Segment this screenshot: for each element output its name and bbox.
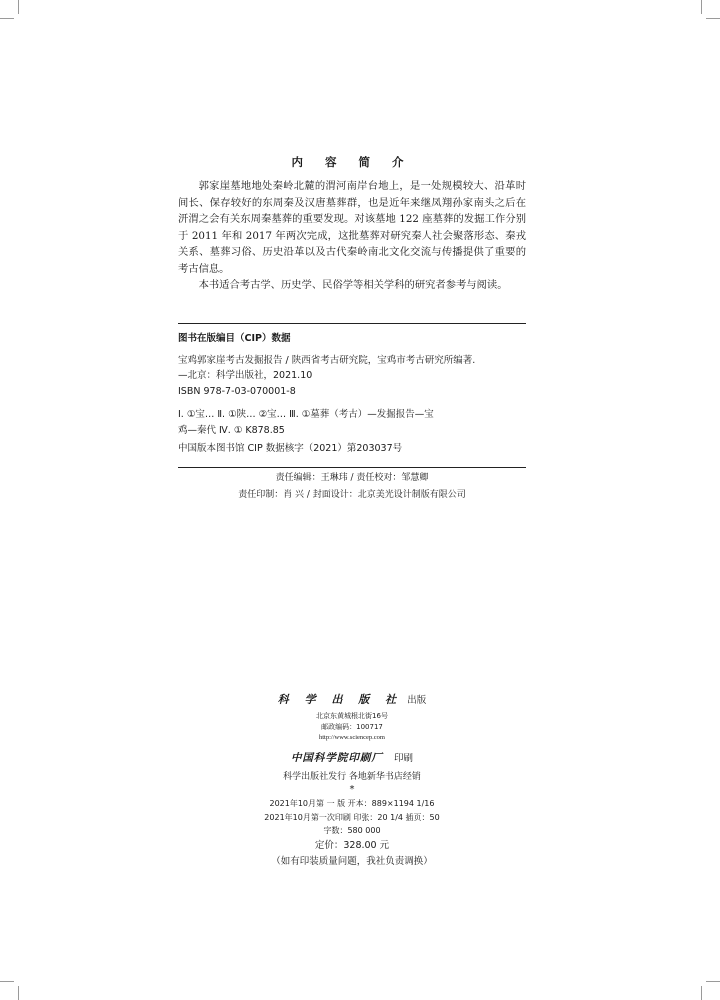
distribution-line: 科学出版社发行 各地新华书店经销: [283, 772, 421, 782]
quality-note: （如有印装质量问题，我社负责调换）: [271, 856, 433, 867]
crop-mark-bottom-right-h: [706, 981, 720, 982]
cip-isbn: ISBN 978-7-03-070001-8: [178, 385, 296, 397]
crop-mark-top-right-h: [706, 18, 720, 19]
printer-name: 中国科学院印刷厂: [290, 752, 383, 764]
cip-heading: 图书在版编目（CIP）数据: [178, 333, 291, 344]
publisher-name: 科 学 出 版 社: [277, 693, 403, 706]
crop-mark-top-left-h: [0, 18, 14, 19]
publisher-block: [178, 688, 526, 869]
cip-top-rule: [178, 323, 526, 324]
cip-classification-line-2: 鸡—秦代 Ⅳ. ① K878.85: [178, 424, 285, 436]
cip-classification-line-1: Ⅰ. ①宝… Ⅱ. ①陕… ②宝… Ⅲ. ①墓葬（考古）—发掘报告—宝: [178, 409, 434, 420]
intro-body: [178, 178, 526, 294]
intro-title: 内 容 简 介: [291, 155, 413, 169]
publisher-website: http://www.sciencep.com: [318, 734, 385, 741]
crop-mark-bottom-left-h: [0, 981, 14, 982]
publisher-publish-label: 出版: [407, 695, 427, 706]
cip-verify-number: 中国版本图书馆 CIP 数据核字（2021）第203037号: [178, 443, 403, 454]
cip-bottom-rule: [178, 467, 526, 468]
crop-mark-bottom-right-v: [701, 986, 702, 1000]
word-count: 字数：580 000: [323, 826, 381, 835]
intro-paragraph-2: 本书适合考古学、历史学、民俗学等相关学科的研究者参考与阅读。: [198, 279, 508, 291]
crop-mark-top-right-v: [701, 0, 702, 14]
price: 定价：328.00 元: [314, 840, 390, 851]
credits-editor-line: 责任编辑：王琳玮 / 责任校对：邹慧卿: [275, 473, 429, 483]
printer-print-label: 印刷: [394, 753, 414, 764]
publisher-postcode: 邮政编码：100717: [321, 723, 383, 731]
crop-mark-bottom-left-v: [18, 986, 19, 1000]
cip-publisher-line: —北京：科学出版社，2021.10: [178, 370, 313, 381]
separator-star: *: [349, 784, 355, 795]
crop-mark-top-left-v: [18, 0, 19, 14]
cip-title-line: 宝鸡郭家崖考古发掘报告 / 陕西省考古研究院，宝鸡市考古研究所编著.: [178, 354, 476, 366]
publisher-address: 北京东黄城根北街16号: [316, 712, 388, 720]
credits: [178, 470, 526, 504]
credits-printing-line: 责任印制：肖 兴 / 封面设计：北京美光设计制版有限公司: [238, 490, 466, 500]
printing-line: 2021年10月第一次印刷 印张：20 1/4 插页：50: [264, 813, 440, 822]
edition-line: 2021年10月第 一 版 开本：889×1194 1/16: [269, 799, 435, 808]
cip-block: [178, 331, 526, 457]
intro-paragraph-1: 郭家崖墓地地处秦岭北麓的渭河南岸台地上，是一处规模较大、沿革时间长、保存较好的东周秦及汉唐墓葬群，也是近年来继凤翔孙家南头之后在汧渭之会有关东周秦墓葬的重要发现。对该墓地 122 座墓葬的发掘工作分别于 2011 年和 2017 年两次完成，这批墓葬对研究秦人社会聚落形态、秦戎关系、墓葬习俗、历史沿革以及古代秦岭南北文化交流与传播提供了重要的考古信息。: [178, 180, 526, 275]
